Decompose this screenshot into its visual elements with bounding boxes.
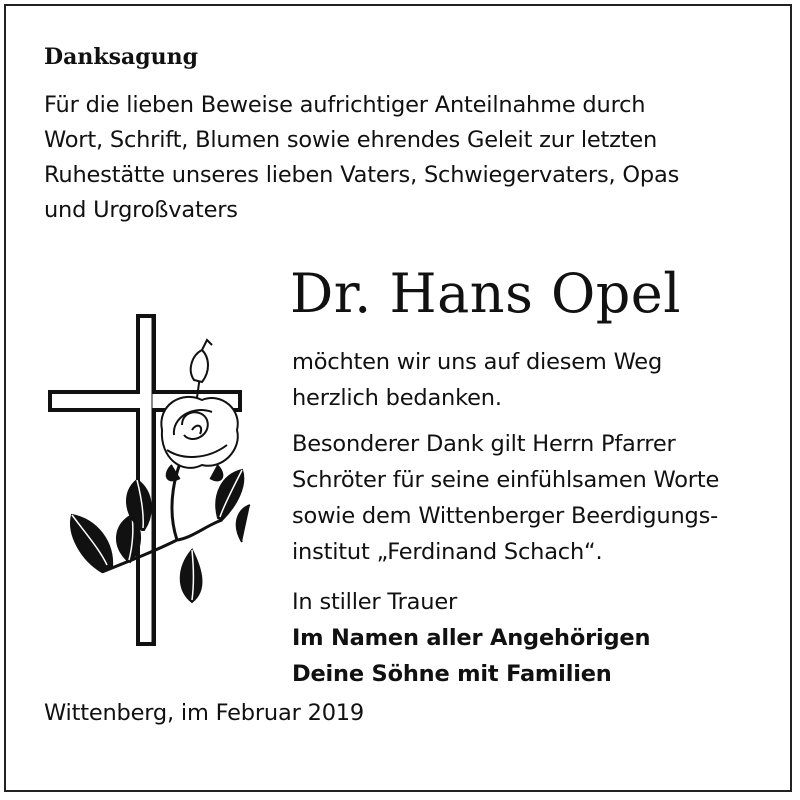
special-thanks-paragraph — [292, 426, 719, 570]
intro-line: Ruhestätte unseres lieben Vaters, Schwiegervaters, Opas — [44, 162, 680, 188]
notice-heading: Danksagung — [44, 44, 198, 70]
intro-text — [44, 88, 764, 228]
special-thanks-line: sowie dem Wittenberger Beerdigungs- — [292, 503, 719, 529]
mourning-line: In stiller Trauer — [292, 589, 458, 615]
signature-line: Deine Söhne mit Familien — [292, 661, 612, 687]
thanks-paragraph — [292, 344, 662, 416]
special-thanks-line: Schröter für seine einfühlsamen Worte — [292, 467, 720, 493]
special-thanks-line: institut „Ferdinand Schach“. — [292, 539, 603, 565]
rose-icon — [71, 340, 250, 602]
thanks-line: herzlich bedanken. — [292, 385, 502, 411]
deceased-name: Dr. Hans Opel — [290, 262, 682, 325]
thanks-line: möchten wir uns auf diesem Weg — [292, 349, 663, 375]
place-and-date: Wittenberg, im Februar 2019 — [44, 700, 365, 726]
signature-line: Im Namen aller Angehörigen — [292, 625, 651, 651]
special-thanks-line: Besonderer Dank gilt Herrn Pfarrer — [292, 431, 676, 457]
intro-line: und Urgroßvaters — [44, 197, 238, 223]
intro-line: Wort, Schrift, Blumen sowie ehrendes Geleit zur letzten — [44, 127, 658, 153]
signature-block — [292, 584, 650, 692]
intro-line: Für die lieben Beweise aufrichtiger Anteilnahme durch — [44, 92, 646, 118]
cross-with-rose-illustration — [42, 310, 252, 650]
